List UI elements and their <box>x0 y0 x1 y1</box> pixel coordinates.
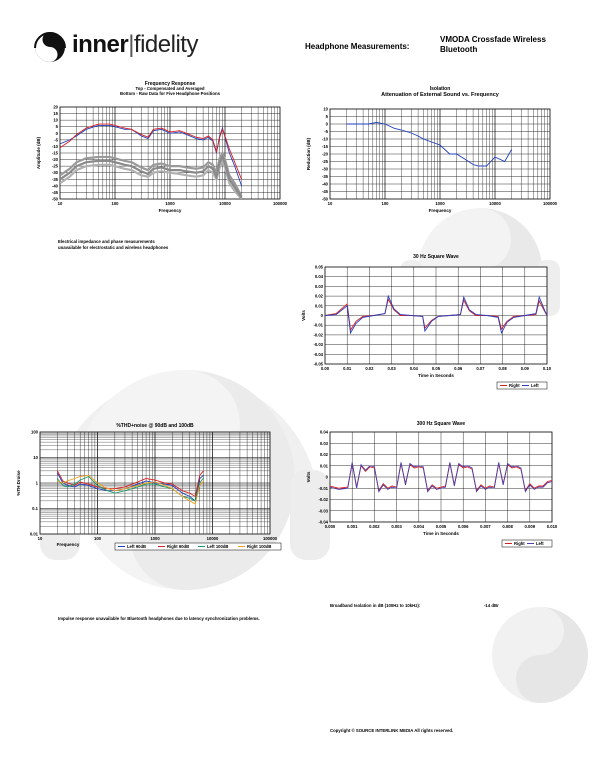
x-tick-label: 0.09 <box>520 366 529 371</box>
x-tick-label: 0.08 <box>498 366 507 371</box>
y-tick-label: -30 <box>51 170 58 176</box>
chart-subtitle: Attenuation of External Sound vs. Frequency <box>381 92 499 98</box>
y-axis-label: Volts <box>306 471 311 483</box>
y-tick-label: 0.01 <box>314 303 323 309</box>
legend-label: Right 100dB <box>247 544 272 550</box>
x-tick-label: 0.000 <box>324 524 336 529</box>
x-tick-label: 0.008 <box>502 524 513 529</box>
x-tick-label: 0.02 <box>365 366 374 371</box>
y-tick-label: -20 <box>321 151 328 157</box>
y-axis-label: %TH Droise <box>16 470 21 496</box>
y-tick-label: -0.05 <box>313 361 323 367</box>
y-tick-label: 0 <box>325 121 328 127</box>
x-tick-label: 0.005 <box>435 524 447 529</box>
y-tick-label: -50 <box>51 196 58 202</box>
x-tick-label: 10 <box>57 201 63 206</box>
y-tick-label: -0.03 <box>313 342 323 348</box>
thd-noise-chart <box>0 418 300 563</box>
logo-fidelity: fidelity <box>133 31 198 58</box>
isolation-chart <box>300 76 600 231</box>
y-axis-label: Amplitude (dB) <box>36 136 41 170</box>
chart-title: 30 Hz Square Wave <box>413 254 459 260</box>
broadband-isolation-value: -14 dBr <box>484 603 499 608</box>
logo-inner: inner <box>72 31 129 58</box>
headphone-model <box>440 35 546 55</box>
y-tick-label: 100 <box>31 429 38 435</box>
y-tick-label: -5 <box>324 129 328 134</box>
x-tick-label: 0.004 <box>413 524 425 529</box>
y-tick-label: -15 <box>321 144 328 149</box>
y-tick-label: -0.02 <box>318 497 328 502</box>
y-tick-label: -35 <box>51 176 58 182</box>
x-axis-label: Time in Seconds <box>423 531 459 536</box>
y-tick-label: 0 <box>55 130 58 136</box>
x-tick-label: 10000 <box>489 201 501 206</box>
impedance-note <box>58 239 168 251</box>
y-tick-label: -10 <box>321 136 328 142</box>
x-tick-label: 0.07 <box>476 366 485 371</box>
x-tick-label: 100 <box>381 201 389 206</box>
x-tick-label: 0.01 <box>343 366 352 371</box>
x-tick-label: 0.002 <box>369 524 380 529</box>
x-tick-label: 0.05 <box>431 366 441 371</box>
x-tick-label: 10 <box>37 536 43 541</box>
x-tick-label: 10 <box>327 201 333 206</box>
square-wave-30hz-chart <box>300 250 600 390</box>
innerfidelity-logo <box>32 30 202 64</box>
x-tick-label: 0.03 <box>387 366 396 371</box>
y-tick-label: 10 <box>33 455 38 460</box>
x-tick-label: 10000 <box>206 536 219 541</box>
x-tick-label: 100000 <box>273 201 287 206</box>
x-tick-label: 0.006 <box>457 524 469 529</box>
y-axis-label: Reduction (dB) <box>306 137 311 171</box>
x-tick-label: 100 <box>94 536 101 541</box>
y-tick-label: -45 <box>51 189 58 195</box>
x-axis-label: Time in Seconds <box>418 373 454 378</box>
y-axis-label: Volts <box>301 310 306 321</box>
yin-yang-headphones-icon <box>32 30 68 64</box>
model-line-2: Bluetooth <box>440 45 478 54</box>
x-tick-label: 0.010 <box>546 524 558 529</box>
y-tick-label: 0.04 <box>314 274 323 280</box>
x-tick-label: 100000 <box>543 201 557 206</box>
chart-title: Isolation <box>429 86 451 92</box>
y-tick-label: 0.02 <box>314 293 323 299</box>
y-tick-label: 0.03 <box>314 283 323 289</box>
x-tick-label: 100000 <box>263 536 277 541</box>
y-tick-label: 0.1 <box>32 506 38 511</box>
chart-title: %THD+noise @ 90dB and 100dB <box>116 423 194 429</box>
x-tick-label: 0.04 <box>409 366 418 371</box>
watermark-bottom-icon <box>485 600 595 710</box>
y-tick-label: 5 <box>325 114 328 119</box>
y-tick-label: 0.01 <box>319 463 328 469</box>
y-tick-label: -40 <box>321 181 328 187</box>
impulse-note: Impulse response unavailable for Bluetooth headphones due to latency synchronization problems. <box>58 616 260 621</box>
x-axis-label: Frequency <box>428 208 452 213</box>
legend-label: Right <box>509 383 520 389</box>
y-tick-label: 5 <box>55 124 58 130</box>
legend-label: Right 90dB <box>167 544 190 550</box>
y-tick-label: 0.04 <box>319 429 328 435</box>
x-axis-label: Frequency <box>158 208 182 213</box>
y-tick-label: -25 <box>321 159 328 164</box>
legend-label: Right <box>514 541 525 547</box>
chart-title: Frequency Response <box>144 81 196 87</box>
y-tick-label: 0.03 <box>319 440 328 446</box>
y-tick-label: 10 <box>53 117 58 123</box>
legend-label: Left 100dB <box>207 544 229 550</box>
y-tick-label: -0.01 <box>318 485 328 491</box>
x-tick-label: 0.001 <box>346 524 358 529</box>
y-tick-label: -10 <box>51 143 58 149</box>
model-line-1: VMODA Crossfade Wireless <box>440 35 546 44</box>
y-tick-label: 20 <box>53 104 58 110</box>
y-tick-label: -35 <box>321 174 328 179</box>
chart-title: 300 Hz Square Wave <box>416 421 466 427</box>
legend-label: Left <box>536 541 544 547</box>
x-tick-label: 0.06 <box>454 366 463 371</box>
y-tick-label: -0.04 <box>318 519 328 525</box>
y-tick-label: -5 <box>54 137 58 143</box>
legend-label: Left <box>531 383 539 389</box>
x-tick-label: 100 <box>111 201 119 206</box>
x-tick-label: 10000 <box>219 201 231 206</box>
y-tick-label: -30 <box>321 166 328 172</box>
y-tick-label: -0.03 <box>318 508 328 514</box>
square-wave-300hz-chart <box>300 418 600 563</box>
legend-label: Left 90dB <box>127 544 147 550</box>
x-tick-label: 1000 <box>150 536 160 541</box>
y-tick-label: 15 <box>53 111 58 117</box>
x-tick-label: 0.003 <box>391 524 402 529</box>
y-tick-label: 0.01 <box>29 531 38 537</box>
y-tick-label: 0 <box>325 474 328 480</box>
y-tick-label: -0.04 <box>313 351 323 357</box>
y-tick-label: 1 <box>35 480 38 486</box>
y-tick-label: -50 <box>321 196 328 202</box>
impedance-note-line-2: unavailable for electrostatic and wireless headphones <box>58 245 169 250</box>
x-tick-label: 0.10 <box>542 366 552 371</box>
impedance-note-line-1: Electrical impedance and phase measurements <box>58 239 155 244</box>
y-tick-label: -45 <box>321 189 328 194</box>
x-tick-label: 1000 <box>435 201 445 206</box>
y-tick-label: -0.02 <box>313 332 323 338</box>
x-tick-label: 1000 <box>165 201 175 206</box>
x-tick-label: 0.00 <box>320 366 330 371</box>
y-tick-label: -40 <box>51 183 58 189</box>
y-tick-label: -0.01 <box>313 322 323 328</box>
chart-subtitle: Bottom - Raw Data for Five Headphone Positions <box>119 91 221 96</box>
logo-separator: | <box>128 31 134 58</box>
y-tick-label: 0 <box>320 313 323 318</box>
y-tick-label: -20 <box>51 157 58 163</box>
x-tick-label: 0.009 <box>524 524 536 529</box>
x-axis-label: Frequency <box>56 542 80 547</box>
y-tick-label: 0.02 <box>319 452 328 457</box>
y-tick-label: -15 <box>51 150 58 156</box>
y-tick-label: 10 <box>323 106 328 112</box>
frequency-response-chart <box>0 76 300 231</box>
copyright-text: Copyright © SOURCE INTERLINK MEDIA All rights reserved. <box>330 728 454 733</box>
y-tick-label: -25 <box>51 163 58 169</box>
broadband-isolation-label: Broadband Isolation in dB (100Hz to 10kHz): <box>330 603 421 608</box>
y-tick-label: 0.05 <box>314 264 323 270</box>
page-title: Headphone Measurements: <box>305 42 410 51</box>
chart-subtitle: Top - Compensated and Averaged <box>135 86 205 91</box>
x-tick-label: 0.007 <box>480 524 491 529</box>
